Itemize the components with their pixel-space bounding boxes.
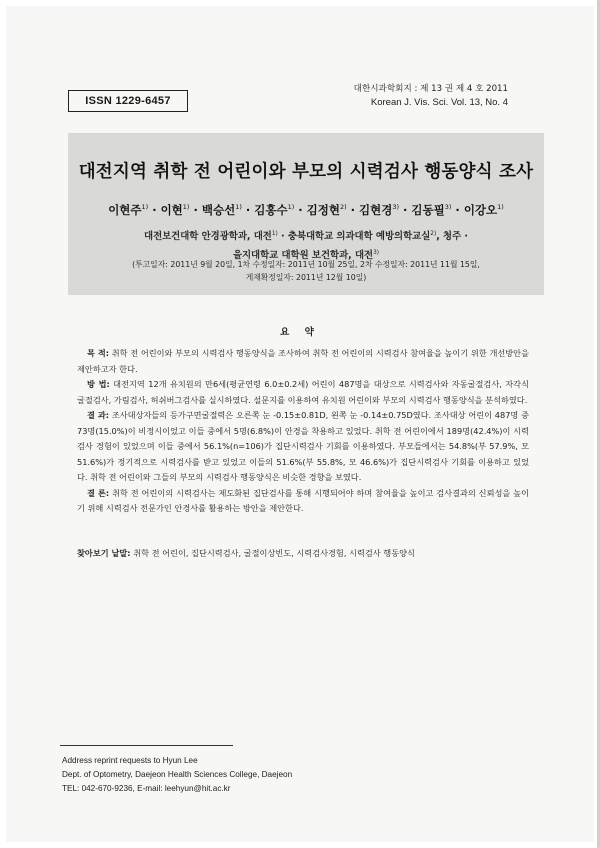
keywords (77, 548, 537, 559)
abstract-paragraph: 결 론: 취학 전 어린이의 시력검사는 제도화된 집단검사를 통해 시행되어야 하며 참여율을 높이고 검사결과의 신뢰성을 높이기 위해 시력검사 전문가인 안경사를 활용하는 방안을 제안한다. (77, 487, 529, 513)
author: 김홍수$^{1)}$ · (254, 203, 307, 217)
section-label: 방 법: (87, 379, 110, 389)
footnote-line: Dept. of Optometry, Daejeon Health Sciences College, Daejeon (62, 770, 293, 779)
journal-citation-korean: 대한시과학회지 : 제 13 권 제 4 호 2011 (353, 84, 508, 94)
journal-citation-english: Korean J. Vis. Sci. Vol. 13, No. 4 (370, 97, 508, 108)
submission-dates (68, 258, 544, 284)
abstract-body (77, 346, 529, 517)
author: 백승선$^{1)}$ · (201, 203, 255, 217)
affiliation-line: 대전보건대학 안경광학과, 대전$^{1)}$ · 충북대학교 의과대학 예방의학교실$^{2)}$, 청주 · (144, 231, 468, 242)
author: 김정현$^{2)}$ · (306, 203, 360, 217)
corresponding-author-note (62, 754, 292, 796)
author: 이현$^{1)}$ · (160, 203, 202, 217)
footnote-line: TEL: 042-670-9236, E-mail: leehyun@hit.ac.kr (62, 784, 231, 793)
footnote-divider (60, 745, 233, 746)
keywords-label: 찾아보기 낱말: (77, 548, 131, 558)
affiliation-line: 을지대학교 대학원 보건학과, 대전$^{3)}$ (232, 250, 380, 261)
author: 김현경$^{3)}$ · (359, 203, 412, 217)
abstract-paragraph: 목 적: 취학 전 어린이와 부모의 시력검사 행동양식을 조사하여 취학 전 어린이의 시력검사 참여율을 높이기 위한 개선방안을 제안하고자 한다. (77, 348, 529, 374)
paper-title: 대전지역 취학 전 어린이와 부모의 시력검사 행동양식 조사 (78, 162, 534, 182)
author: 이현주$^{1)}$ · (108, 203, 161, 217)
abstract-heading: 요 약 (280, 327, 320, 338)
section-label: 결 과: (87, 410, 110, 420)
section-label: 목 적: (87, 348, 110, 358)
dates-line: 게재확정일자: 2011년 12월 10일) (245, 273, 367, 282)
abstract-paragraph: 방 법: 대전지역 12개 유치원의 만6세(평균연령 6.0±0.2세) 어린이 487명을 대상으로 시력검사와 자동굴절검사, 자각식 굴절검사, 가림검사, 허쉬버그검사를 실시하였다. 설문지를 이용하여 유치원 어린이와 부모의 시력검사 행동양식을 분석하였다. (77, 379, 529, 405)
journal-citation (354, 82, 508, 110)
author: 이강오$^{1)}$ (463, 203, 504, 217)
title-block (68, 133, 544, 295)
keywords-text: 취학 전 어린이, 집단시력검사, 굴절이상빈도, 시력검사경험, 시력검사 행동양식 (130, 548, 415, 558)
section-label: 결 론: (87, 487, 110, 498)
footnote-line: Address reprint requests to Hyun Lee (62, 756, 198, 765)
dates-line: (투고일자: 2011년 9월 20일, 1차 수정일자: 2011년 10월 25일, 2차 수정일자: 2011년 11월 15일, (132, 260, 480, 269)
issn-box: ISSN 1229-6457 (68, 90, 188, 112)
author: 김동필$^{3)}$ · (411, 203, 464, 217)
abstract-paragraph: 결 과: 조사대상자들의 등가구면굴절력은 오른쪽 눈 -0.15±0.81D, 왼쪽 눈 -0.14±0.75D였다. 조사대상 어린이 487명 중 73명(15.0%)이 비정시이었고 이들 중에서 5명(6.8%)이 안경을 착용하고 있었다. 취학 전 어린이에서 189명(42.4%)이 시력검사 경험이 있었으며 이들 중에서 56.1%(n=106)가 집단시력검사 기회를 이용하였다. 부모들에서는 54.8%(부 57.9%, 모 51.6%)가 정기적으로 시력검사를 받고 있었고 이들의 51.6%(부 55.8%, 모 46.6%)가 집단시력검사 기회를 이용하고 있었다. 취학 전 어린이와 그들의 부모의 시력검사 행동양식은 비슷한 경향을 보였다. (77, 410, 529, 482)
author-list (68, 202, 544, 218)
